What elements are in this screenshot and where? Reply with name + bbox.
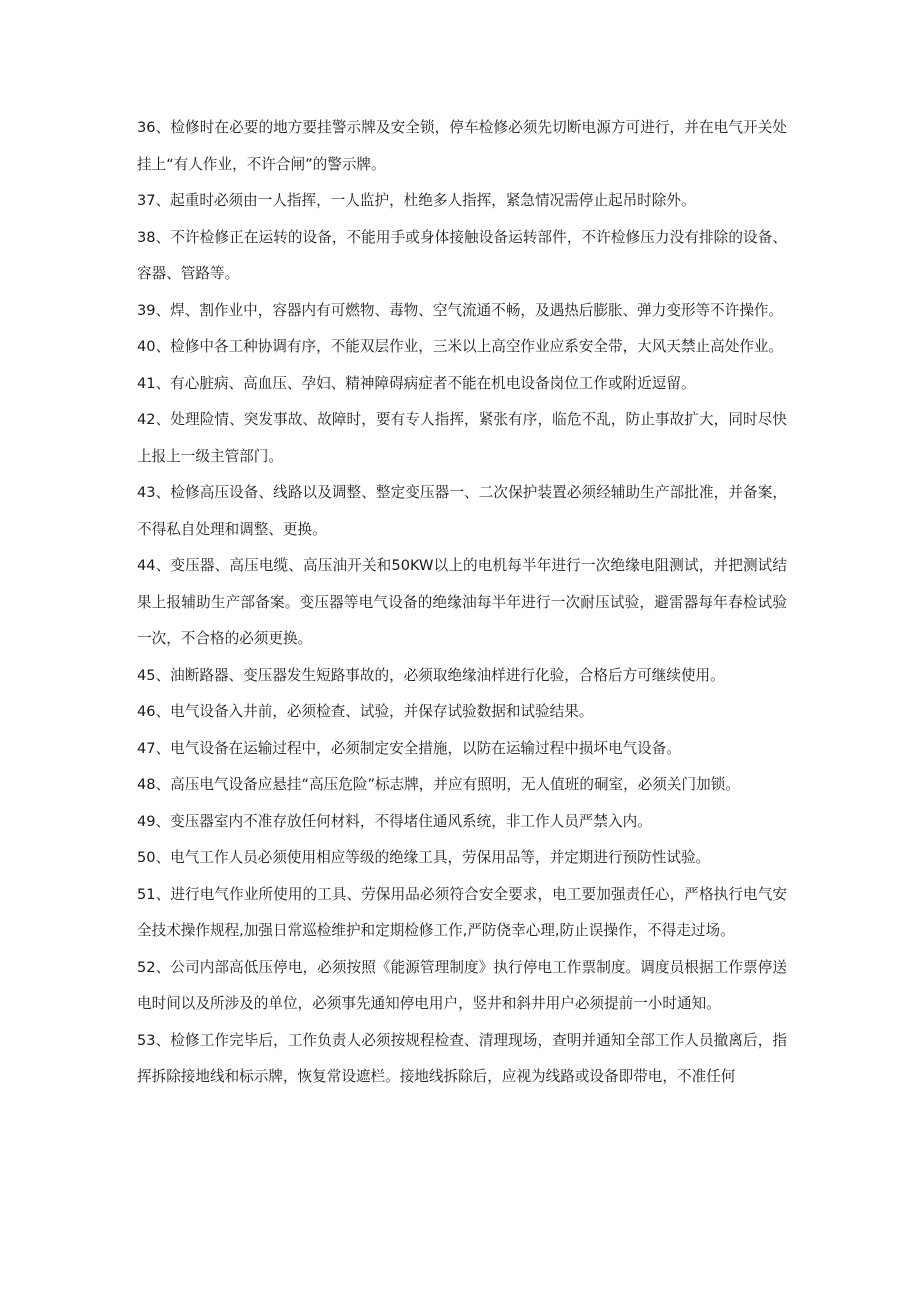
paragraph-42: 42、处理险情、突发事故、故障时，要有专人指挥，紧张有序，临危不乱，防止事故扩大，同时尽快上报上一级主管部门。 — [137, 411, 787, 465]
paragraph-48: 48、高压电气设备应悬挂“高压危险”标志牌，并应有照明，无人值班的硐室，必须关门加锁。 — [137, 776, 740, 793]
paragraph-38: 38、不许检修正在运转的设备，不能用手或身体接触设备运转部件，不许检修压力没有排除的设备、容器、管路等。 — [137, 228, 787, 282]
paragraph-45: 45、油断路器、变压器发生短路事故的，必须取绝缘油样进行化验，合格后方可继续使用。 — [137, 666, 725, 684]
paragraph-36: 36、检修时在必要的地方要挂警示牌及安全锁，停车检修必须先切断电源方可进行，并在电气开关处挂上“有人作业，不许合闸”的警示牌。 — [137, 119, 787, 173]
paragraph-47: 47、电气设备在运输过程中，必须制定安全措施，以防在运输过程中损坏电气设备。 — [137, 739, 681, 757]
paragraph-50: 50、电气工作人员必须使用相应等级的绝缘工具，劳保用品等，并定期进行预防性试验。 — [137, 849, 711, 866]
paragraph-52: 52、公司内部高低压停电，必须按照《能源管理制度》执行停电工作票制度。调度员根据工作票停送电时间以及所涉及的单位，必须事先通知停电用户，竖井和斜井用户必须提前一小时通知。 — [137, 958, 787, 1012]
paragraph-43: 43、检修高压设备、线路以及调整、整定变压器一、二次保护装置必须经辅助生产部批准，并备案，不得私自处理和调整、更换。 — [137, 484, 787, 538]
paragraph-40: 40、检修中各工种协调有序，不能双层作业，三米以上高空作业应系安全带，大风天禁止高处作业。 — [137, 338, 784, 355]
paragraph-46: 46、电气设备入井前，必须检查、试验，并保存试验数据和试验结果。 — [137, 703, 594, 720]
document-body — [137, 110, 787, 1096]
paragraph-39: 39、焊、割作业中，容器内有可燃物、毒物、空气流通不畅，及遇热后膨胀、弹力变形等不许操作。 — [137, 301, 784, 319]
paragraph-37: 37、起重时必须由一人指挥，一人监护，杜绝多人指挥，紧急情况需停止起吊时除外。 — [137, 192, 696, 209]
paragraph-44: 44、变压器、高压电缆、高压油开关和50KW以上的电机每半年进行一次绝缘电阻测试，并把测试结果上报辅助生产部备案。变压器等电气设备的绝缘油每半年进行一次耐压试验，避雷器每年春检试验一次，不合格的必须更换。 — [137, 557, 787, 647]
paragraph-51: 51、进行电气作业所使用的工具、劳保用品必须符合安全要求，电工要加强责任心，严格执行电气安全技术操作规程,加强日常巡检维护和定期检修工作,严防侥幸心理,防止误操作，不得走过场。 — [137, 885, 787, 939]
paragraph-41: 41、有心脏病、高血压、孕妇、精神障碍病症者不能在机电设备岗位工作或附近逗留。 — [137, 374, 696, 392]
paragraph-49: 49、变压器室内不准存放任何材料，不得堵住通风系统，非工作人员严禁入内。 — [137, 812, 652, 830]
paragraph-53: 53、检修工作完毕后，工作负责人必须按规程检查、清理现场，查明并通知全部工作人员撤离后，指挥拆除接地线和标示牌，恢复常设遮栏。接地线拆除后，应视为线路或设备即带电，不准任何 — [137, 1031, 787, 1085]
